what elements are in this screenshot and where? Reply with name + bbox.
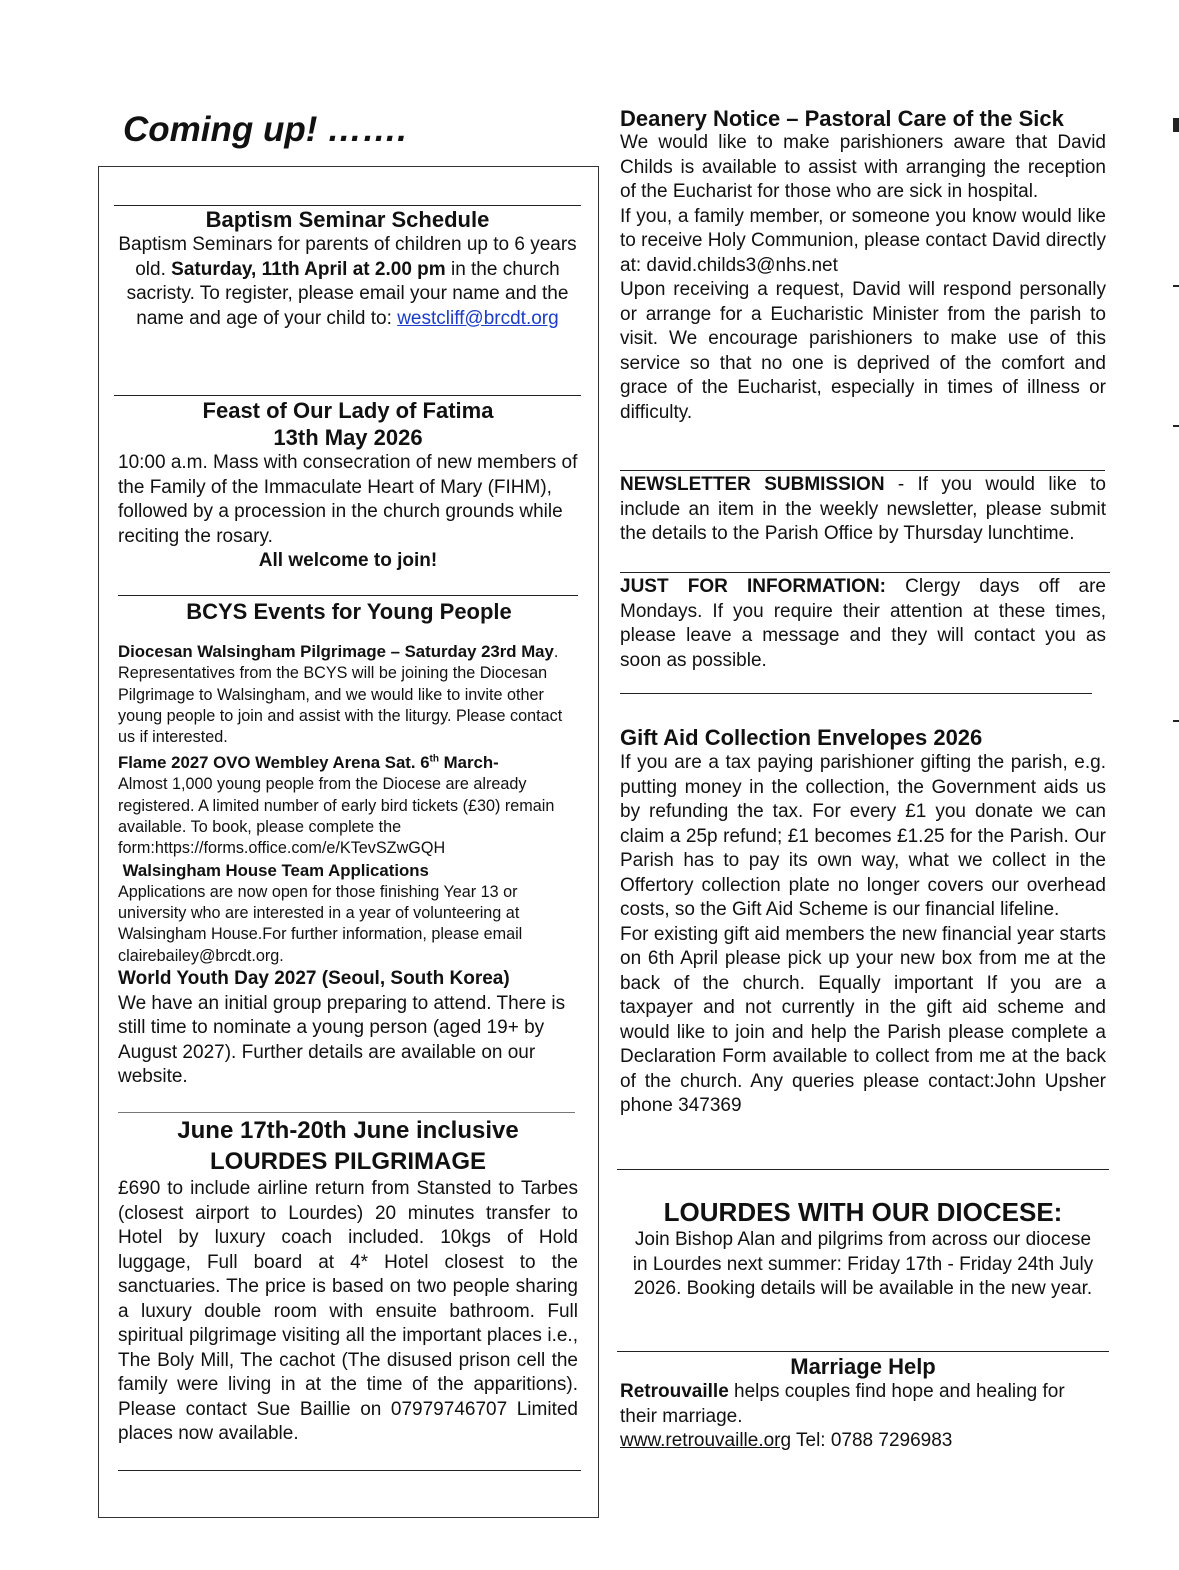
baptism-section [114, 206, 581, 331]
fragment [1173, 285, 1179, 287]
divider [118, 595, 578, 596]
marriage-desc: helps couples find hope and healing for their marriage. [620, 1381, 1065, 1427]
flame-heading [118, 753, 499, 772]
just-for-information [620, 575, 1106, 673]
house-item [118, 860, 580, 967]
flame-heading-b: March- [438, 753, 499, 773]
baptism-title: Baptism Seminar Schedule [205, 207, 490, 232]
baptism-date: Saturday, 11th April at 2.00 pm [171, 258, 446, 280]
flame-item [118, 748, 580, 859]
walsingham-heading: Diocesan Walsingham Pilgrimage – Saturday 23rd May [118, 642, 554, 661]
walsingham-item [118, 641, 580, 748]
baptism-email-link[interactable]: westcliff@brcdt.org [397, 307, 559, 329]
baptism-text-1: Baptism Seminars for parents of children up to 6 years old. [118, 234, 577, 280]
page-heading: Coming up! ……. [123, 110, 407, 149]
lourdes-june-subtitle: LOURDES PILGRIMAGE [209, 1148, 486, 1175]
divider [118, 1112, 575, 1113]
divider [617, 1169, 1109, 1170]
marriage-tel: Tel: 0788 7296983 [791, 1430, 953, 1451]
flame-sup: th [429, 753, 439, 765]
gift-aid-p2: For existing gift aid members the new financial year starts on 6th April please pick up your new box from me at the back of the church. Equally important If you are a taxpayer and not currently in the gift aid scheme and would like to join and help the Parish please complete a Declaration Form available to collect from me at the back of the church. Any queries please contact:John Upsher phone 347369 [620, 923, 1106, 1116]
lourdes-diocese-title: LOURDES WITH OUR DIOCESE: [663, 1197, 1063, 1227]
fatima-section [118, 397, 578, 574]
fatima-text: 10:00 a.m. Mass with consecration of new members of the Family of the Immaculate Heart of Mary (FIHM), followed by a procession in the church grounds while reciting the rosary. [118, 452, 578, 547]
marriage-contact [620, 1429, 1106, 1454]
deanery-p1: We would like to make parishioners aware that David Childs is available to assist with arranging the reception of the Eucharist for those who are sick in hospital. [620, 132, 1106, 202]
gift-aid-section [620, 724, 1106, 1119]
baptism-text [114, 233, 581, 331]
retrouvaille-link[interactable]: www.retrouvaille.org [620, 1430, 792, 1451]
gift-aid-p1: If you are a tax paying parishioner gifting the parish, e.g. putting money in the collection, the Government aids us by refunding the tax. For every £1 you donate we can claim a 25p refund; £1 becomes £1.25 for the Parish. Our Parish has to pay its own way, what we collect in the Offertory collection plate no longer covers our overhead costs, so the Gift Aid Scheme is our financial lifeline. [620, 752, 1106, 920]
lourdes-diocese-section [630, 1196, 1096, 1302]
bcys-title: BCYS Events for Young People [186, 599, 512, 624]
fatima-welcome: All welcome to join! [258, 550, 438, 571]
marriage-section [620, 1353, 1106, 1454]
divider [617, 1351, 1109, 1352]
deanery-title: Deanery Notice – Pastoral Care of the Sick [620, 106, 1064, 131]
divider [114, 395, 581, 396]
fatima-title: Feast of Our Lady of Fatima [202, 398, 494, 423]
wyd-heading: World Youth Day 2027 (Seoul, South Korea) [118, 968, 510, 990]
flame-heading-a: Flame 2027 OVO Wembley Arena Sat. 6 [118, 753, 430, 773]
lourdes-june-text: £690 to include airline return from Stansted to Tarbes (closest airport to Lourdes) 20 minutes transfer to Hotel by luxury coach included. 10kgs of Hold luggage, Full board at 4* Hotel closest to the sanctuaries. The price is based on two people sharing a luxury double room with ensuite bathroom. Full spiritual pilgrimage visiting all the important places i.e., The Boly Mill, The cachot (The disused prison cell the family were living in at the time of the apparitions). Please contact Sue Baillie on 07979746707 Limited places now available. [118, 1178, 578, 1444]
deanery-p3: Upon receiving a request, David will respond personally or arrange for a Eucharistic Minister from the parish to visit. We encourage parishioners to make use of this service so that no one is deprived of the comfort and grace of the Eucharist, especially in times of illness or difficulty. [620, 279, 1106, 423]
newsletter-heading: NEWSLETTER SUBMISSION [620, 474, 885, 495]
newsletter-text: - If you would like to include an item in the weekly newsletter, please submit the details to the Parish Office by Thursday lunchtime. [620, 474, 1106, 544]
fragment [1173, 720, 1179, 722]
walsingham-text: . Representatives from the BCYS will be joining the Diocesan Pilgrimage to Walsingham, and we would like to invite other young people to join and assist with the liturgy. Please contact us if interested. [118, 643, 563, 747]
info-heading: JUST FOR INFORMATION: [620, 576, 886, 597]
wyd-text: We have an initial group preparing to attend. There is still time to nominate a young person (aged 19+ by August 2027). Further details are available on our website. [118, 992, 566, 1088]
fragment [1173, 425, 1179, 427]
baptism-text-2: in the church sacristy. To register, please email your name and the name and age of your child to: [126, 258, 569, 329]
divider [620, 572, 1110, 573]
retrouvaille-name: Retrouvaille [620, 1381, 729, 1402]
newsletter-submission [620, 473, 1106, 547]
gift-aid-title: Gift Aid Collection Envelopes 2026 [620, 725, 983, 750]
flame-text: Almost 1,000 young people from the Diocese are already registered. A limited number of early bird tickets (£30) remain available. To book, please complete the form:https://forms.office.com/e/KTevSZwGQH [118, 775, 555, 858]
marriage-text [620, 1380, 1106, 1429]
bcys-section [118, 598, 580, 1090]
house-heading: Walsingham House Team Applications [118, 860, 429, 880]
marriage-title: Marriage Help [790, 1354, 936, 1379]
fatima-date: 13th May 2026 [273, 425, 423, 450]
deanery-p2: If you, a family member, or someone you know would like to receive Holy Communion, please contact David directly at: david.childs3@nhs.net [620, 205, 1106, 276]
deanery-section [620, 106, 1106, 425]
lourdes-diocese-text: Join Bishop Alan and pilgrims from across our diocese in Lourdes next summer: Friday 17th - Friday 24th July 2026. Booking details will be available in the new year. [632, 1229, 1094, 1299]
fragment [1173, 118, 1179, 132]
lourdes-june-title: June 17th-20th June inclusive [177, 1117, 519, 1144]
divider [118, 1470, 581, 1471]
info-text: Clergy days off are Mondays. If you require their attention at these times, please leave a message and they will contact you as soon as possible. [620, 576, 1106, 671]
divider [620, 693, 1092, 694]
house-text: Applications are now open for those finishing Year 13 or university who are interested in a year of volunteering at Walsingham House.For further information, please email clairebailey@brcdt.org. [118, 882, 523, 965]
lourdes-june-section [118, 1115, 578, 1447]
divider [620, 470, 1105, 471]
